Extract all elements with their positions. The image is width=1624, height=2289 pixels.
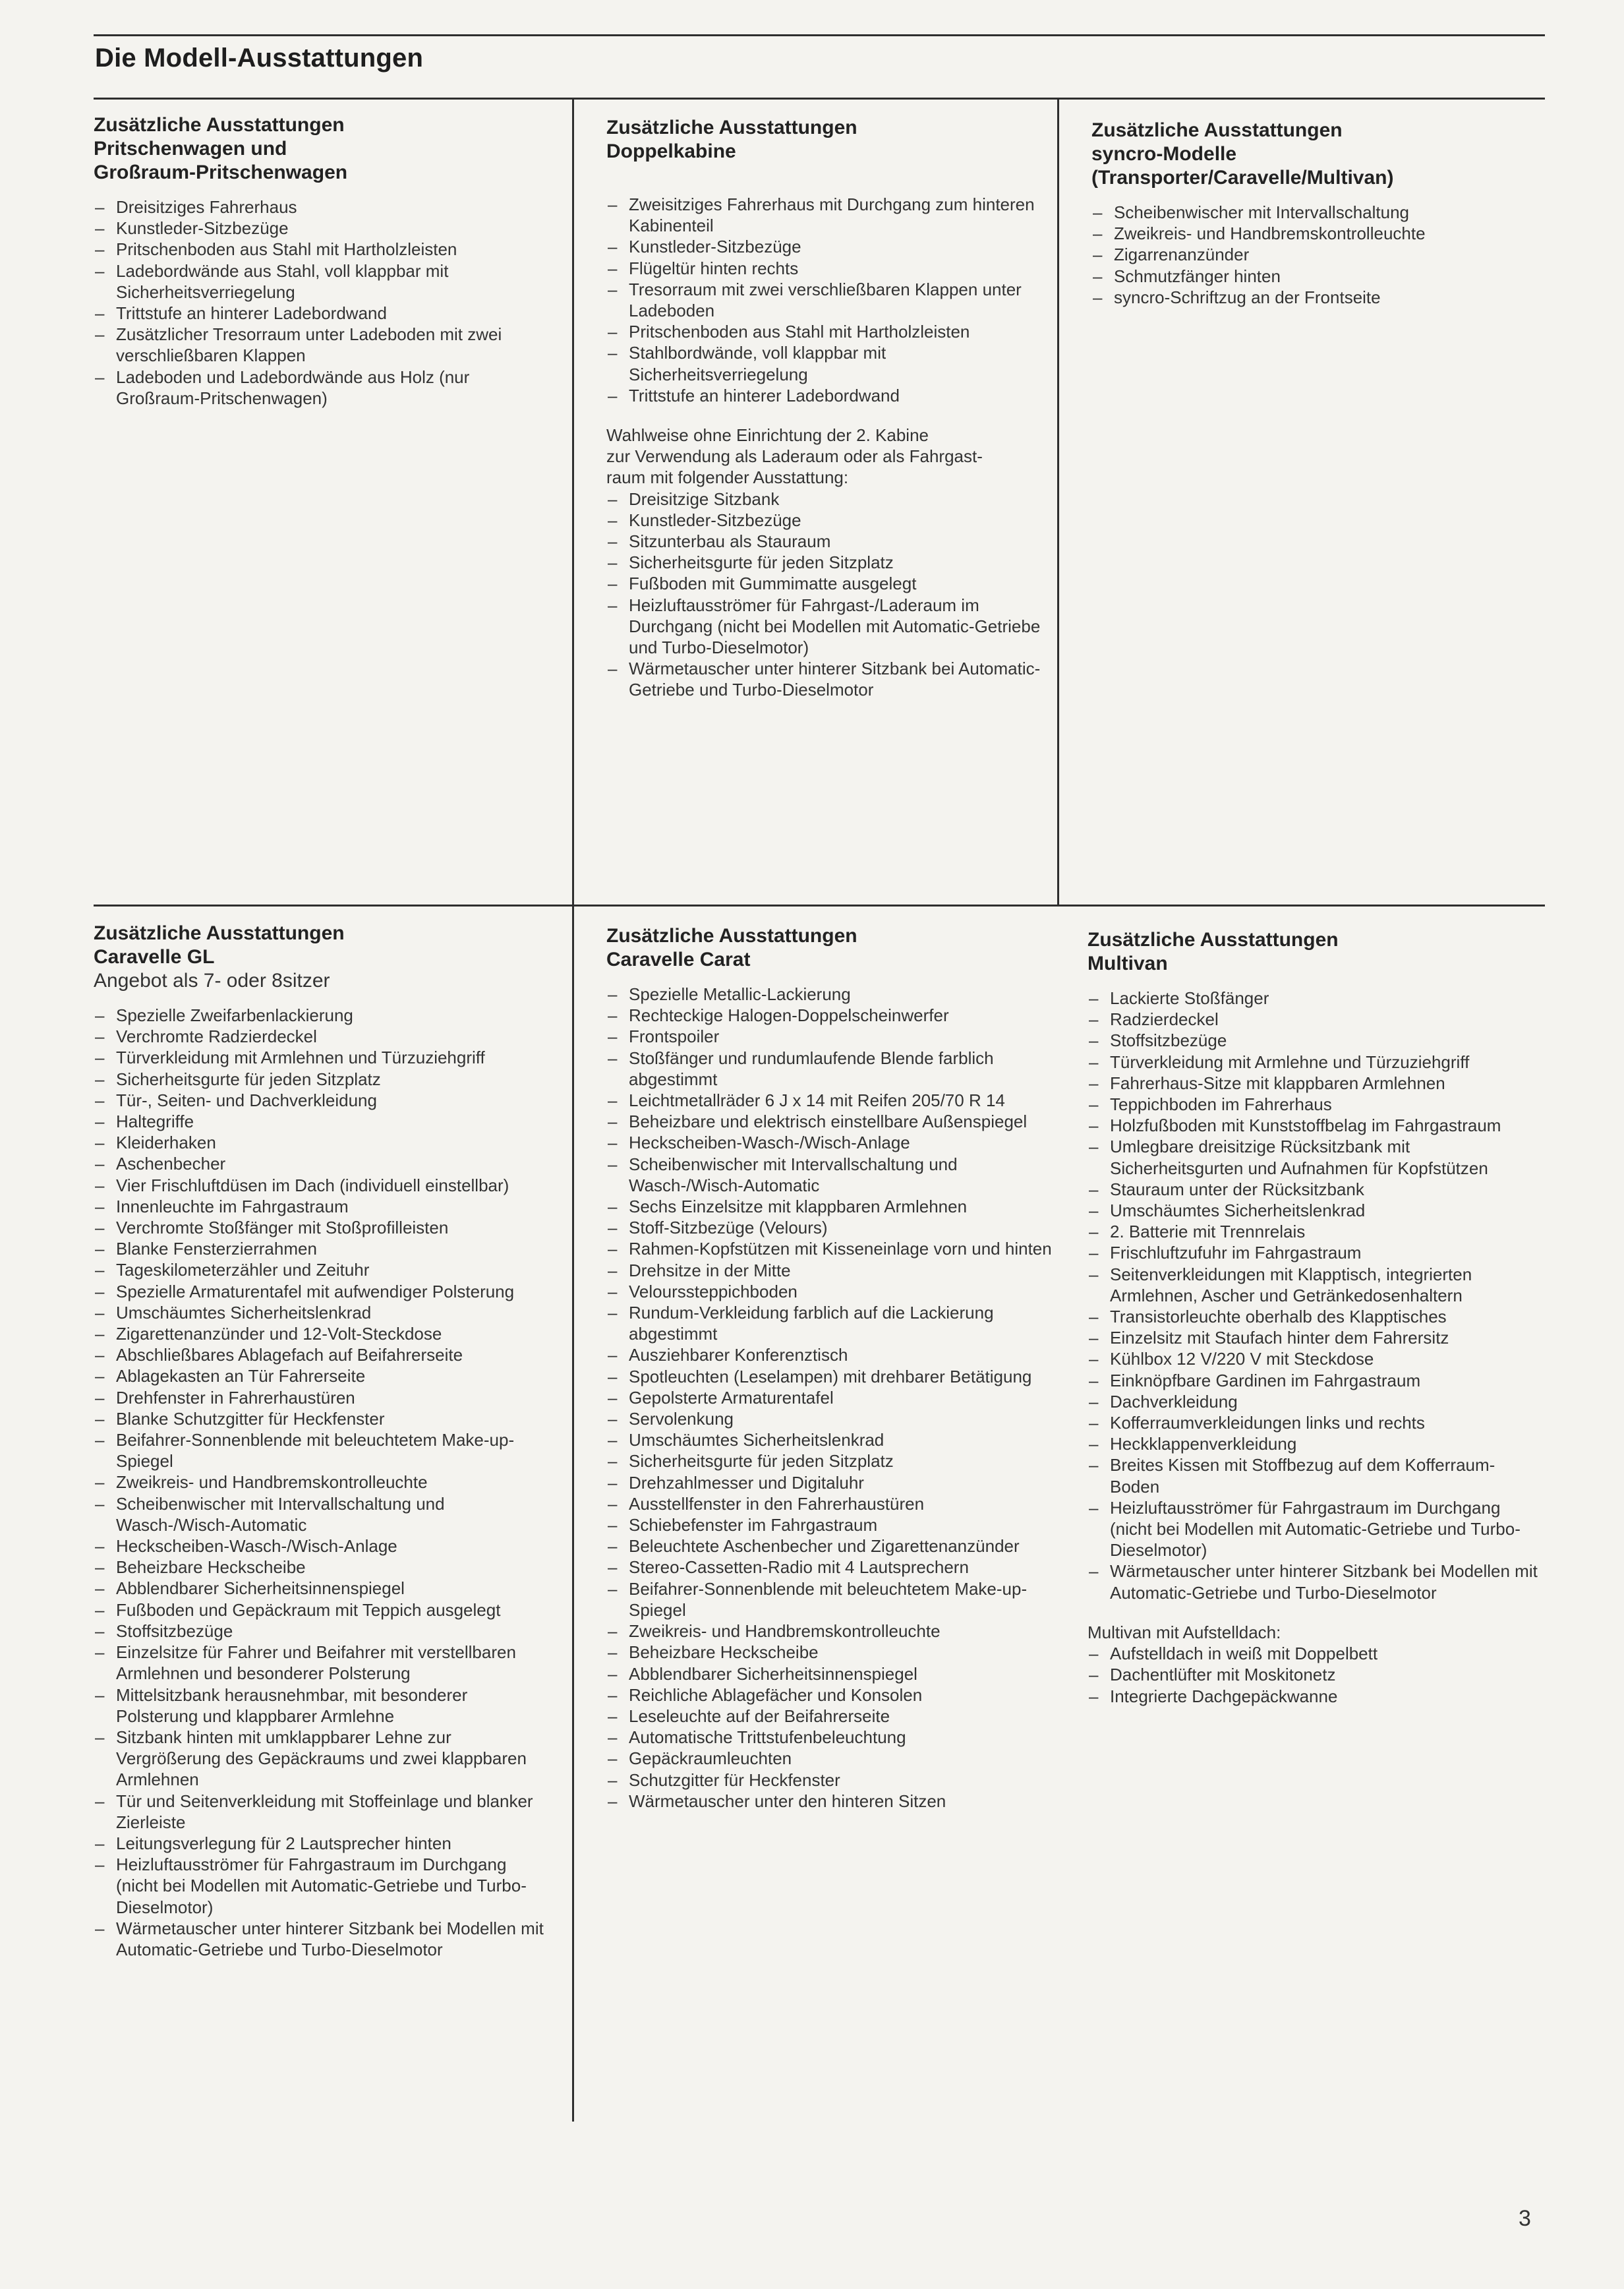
list-item: – Beheizbare Heckscheibe: [94, 1557, 548, 1578]
list-item: – Stahlbordwände, voll klappbar mit Sicherheitsverriegelung: [606, 342, 1061, 384]
list-item: – Holzfußboden mit Kunststoffbelag im Fahrgastraum: [1088, 1115, 1542, 1136]
list-item: – Einzelsitz mit Staufach hinter dem Fahrersitz: [1088, 1327, 1542, 1348]
list-item: – Stoffsitzbezüge: [94, 1620, 548, 1642]
list-item: – Zweisitziges Fahrerhaus mit Durchgang zum hinteren Kabinenteil: [606, 194, 1061, 236]
list-item: – Pritschenboden aus Stahl mit Hartholzleisten: [94, 239, 548, 260]
list-item: – Sitzunterbau als Stauraum: [606, 531, 1061, 552]
list-item: – Einzelsitze für Fahrer und Beifahrer mit verstellbaren Armlehnen und besonderer Polsterung: [94, 1642, 548, 1684]
list-item: – Velourssteppichboden: [606, 1281, 1061, 1302]
list-item: – Heizluftausströmer für Fahrgast-/Laderaum im Durchgang (nicht bei Modellen mit Automatic-Getriebe und Turbo-Dieselmotor): [606, 595, 1061, 659]
list-item: – Frontspoiler: [606, 1026, 1061, 1047]
feature-list: [94, 1005, 548, 1960]
list-item: – Spezielle Metallic-Lackierung: [606, 984, 1061, 1005]
feature-list: [94, 196, 548, 409]
list-item: – Reichliche Ablagefächer und Konsolen: [606, 1684, 1061, 1706]
list-item: – Scheibenwischer mit Intervallschaltung und Wasch-/Wisch-Automatic: [606, 1154, 1061, 1196]
list-item: – Blanke Fensterzierrahmen: [94, 1238, 548, 1259]
list-item: – Pritschenboden aus Stahl mit Hartholzleisten: [606, 321, 1061, 342]
list-item: – Stoff-Sitzbezüge (Velours): [606, 1217, 1061, 1238]
list-item: – Tür-, Seiten- und Dachverkleidung: [94, 1090, 548, 1111]
section-title: [1091, 119, 1546, 190]
list-item: – Wärmetauscher unter hinterer Sitzbank bei Modellen mit Automatic-Getriebe und Turbo-Dieselmotor: [94, 1918, 548, 1960]
list-item: – Zigarrenanzünder: [1091, 244, 1546, 265]
list-item: – Kunstleder-Sitzbezüge: [94, 218, 548, 239]
column-divider-left: [572, 98, 574, 2122]
list-item: – Einknöpfbare Gardinen im Fahrgastraum: [1088, 1370, 1542, 1391]
section-title: [94, 922, 548, 969]
list-item: – Heizluftausströmer für Fahrgastraum im Durchgang (nicht bei Modellen mit Automatic-Getriebe und Turbo-Dieselmotor): [1088, 1497, 1542, 1561]
section-title: [94, 113, 548, 185]
page-title: Die Modell-Ausstattungen: [95, 44, 424, 73]
option-feature-list: [606, 489, 1061, 701]
list-item: – Zigarettenanzünder und 12-Volt-Steckdose: [94, 1323, 548, 1344]
section-title-line: Zusätzliche Ausstattungen: [94, 922, 345, 944]
list-item: – 2. Batterie mit Trennrelais: [1088, 1221, 1542, 1242]
list-item: – Umschäumtes Sicherheitslenkrad: [606, 1429, 1061, 1450]
feature-list: [1091, 202, 1546, 308]
list-item: – Seitenverkleidungen mit Klapptisch, integrierten Armlehnen, Ascher und Getränkedosenhaltern: [1088, 1264, 1542, 1306]
section-caravelle-gl: [94, 922, 548, 1960]
list-item: – Sitzbank hinten mit umklappbarer Lehne zur Vergrößerung des Gepäckraums und zwei klappbaren Armlehnen: [94, 1727, 548, 1791]
section-title-line: Multivan: [1088, 953, 1168, 974]
section-caravelle-carat: [606, 924, 1061, 1812]
list-item: – Abblendbarer Sicherheitsinnenspiegel: [606, 1663, 1061, 1684]
section-subtitle: Angebot als 7- oder 8sitzer: [94, 970, 330, 992]
list-item: – Trittstufe an hinterer Ladebordwand: [94, 303, 548, 324]
list-item: – Transistorleuchte oberhalb des Klapptisches: [1088, 1306, 1542, 1327]
list-item: – Heckscheiben-Wasch-/Wisch-Anlage: [606, 1132, 1061, 1153]
list-item: – Zweikreis- und Handbremskontrolleuchte: [606, 1620, 1061, 1642]
list-item: – Stauraum unter der Rücksitzbank: [1088, 1179, 1542, 1200]
list-item: – Umschäumtes Sicherheitslenkrad: [1088, 1200, 1542, 1221]
list-item: – Aufstelldach in weiß mit Doppelbett: [1088, 1643, 1542, 1664]
list-item: – Ladeboden und Ladebordwände aus Holz (nur Großraum-Pritschenwagen): [94, 367, 548, 409]
option-intro: Wahlweise ohne Einrichtung der 2. Kabine zur Verwendung als Laderaum oder als Fahrgast- raum mit folgender Ausstattung:: [606, 425, 983, 488]
list-item: – Ausstellfenster in den Fahrerhaustüren: [606, 1493, 1061, 1514]
list-item: – Kunstleder-Sitzbezüge: [606, 236, 1061, 257]
list-item: – Rechteckige Halogen-Doppelscheinwerfer: [606, 1005, 1061, 1026]
top-rule: [94, 34, 1545, 36]
list-item: – Automatische Trittstufenbeleuchtung: [606, 1727, 1061, 1748]
list-item: – Schmutzfänger hinten: [1091, 266, 1546, 287]
list-item: – Heizluftausströmer für Fahrgastraum im Durchgang (nicht bei Modellen mit Automatic-Getriebe und Turbo-Dieselmotor): [94, 1854, 548, 1918]
list-item: – Dreisitzige Sitzbank: [606, 489, 1061, 510]
section-title-line: Zusätzliche Ausstattungen: [606, 117, 857, 138]
section-title-line: Zusätzliche Ausstattungen: [1088, 929, 1339, 951]
list-item: – Schiebefenster im Fahrgastraum: [606, 1514, 1061, 1535]
list-item: – Gepäckraumleuchten: [606, 1748, 1061, 1769]
list-item: – Leichtmetallräder 6 J x 14 mit Reifen 205/70 R 14: [606, 1090, 1061, 1111]
list-item: – Beheizbare Heckscheibe: [606, 1642, 1061, 1663]
list-item: – Verchromte Stoßfänger mit Stoßprofilleisten: [94, 1217, 548, 1238]
list-item: – Zweikreis- und Handbremskontrolleuchte: [1091, 223, 1546, 244]
list-item: – Umlegbare dreisitzige Rücksitzbank mit Sicherheitsgurten und Aufnahmen für Kopfstützen: [1088, 1136, 1542, 1178]
list-item: – Türverkleidung mit Armlehnen und Türzuziehgriff: [94, 1047, 548, 1068]
list-item: – Leitungsverlegung für 2 Lautsprecher hinten: [94, 1833, 548, 1854]
list-item: – Kofferraumverkleidungen links und rechts: [1088, 1412, 1542, 1433]
list-item: – Mittelsitzbank herausnehmbar, mit besonderer Polsterung und klappbarer Armlehne: [94, 1684, 548, 1727]
list-item: – Wärmetauscher unter hinterer Sitzbank bei Automatic-Getriebe und Turbo-Dieselmotor: [606, 658, 1061, 700]
list-item: – Beleuchtete Aschenbecher und Zigarettenanzünder: [606, 1535, 1061, 1557]
section-title-line: Zusätzliche Ausstattungen: [94, 114, 345, 136]
section-pritschenwagen: [94, 113, 548, 409]
list-item: – Spezielle Armaturentafel mit aufwendiger Polsterung: [94, 1281, 548, 1302]
list-item: – Tür und Seitenverkleidung mit Stoffeinlage und blanker Zierleiste: [94, 1791, 548, 1833]
list-item: – Schutzgitter für Heckfenster: [606, 1769, 1061, 1791]
list-item: – Integrierte Dachgepäckwanne: [1088, 1686, 1542, 1707]
list-item: – Beifahrer-Sonnenblende mit beleuchtetem Make-up-Spiegel: [94, 1429, 548, 1472]
list-item: – Gepolsterte Armaturentafel: [606, 1387, 1061, 1408]
list-item: – Abschließbares Ablagefach auf Beifahrerseite: [94, 1344, 548, 1365]
list-item: – Beifahrer-Sonnenblende mit beleuchtetem Make-up-Spiegel: [606, 1578, 1061, 1620]
list-item: – Spotleuchten (Leselampen) mit drehbarer Betätigung: [606, 1366, 1061, 1387]
list-item: – Servolenkung: [606, 1408, 1061, 1429]
page-number: 3: [1519, 2206, 1531, 2231]
list-item: – Flügeltür hinten rechts: [606, 258, 1061, 279]
list-item: – Radzierdeckel: [1088, 1009, 1542, 1030]
list-item: – Breites Kissen mit Stoffbezug auf dem Kofferraum-Boden: [1088, 1454, 1542, 1497]
list-item: – Haltegriffe: [94, 1111, 548, 1132]
list-item: – Scheibenwischer mit Intervallschaltung und Wasch-/Wisch-Automatic: [94, 1493, 548, 1535]
list-item: – Trittstufe an hinterer Ladebordwand: [606, 385, 1061, 406]
section-title-line: (Transporter/Caravelle/Multivan): [1091, 167, 1394, 189]
option-feature-list: [1088, 1643, 1542, 1707]
list-item: – Verchromte Radzierdeckel: [94, 1026, 548, 1047]
list-item: – Heckklappenverkleidung: [1088, 1433, 1542, 1454]
list-item: – Wärmetauscher unter den hinteren Sitzen: [606, 1791, 1061, 1812]
section-title: [606, 116, 1061, 164]
list-item: – Teppichboden im Fahrerhaus: [1088, 1094, 1542, 1115]
list-item: – Beheizbare und elektrisch einstellbare Außenspiegel: [606, 1111, 1061, 1132]
list-item: – Leseleuchte auf der Beifahrerseite: [606, 1706, 1061, 1727]
list-item: – Scheibenwischer mit Intervallschaltung: [1091, 202, 1546, 223]
section-title-line: Caravelle GL: [94, 946, 215, 968]
list-item: – Fußboden und Gepäckraum mit Teppich ausgelegt: [94, 1599, 548, 1620]
section-title-line: Zusätzliche Ausstattungen: [1091, 119, 1343, 141]
header-rule: [94, 98, 1545, 100]
list-item: – Lackierte Stoßfänger: [1088, 988, 1542, 1009]
list-item: – syncro-Schriftzug an der Frontseite: [1091, 287, 1546, 308]
list-item: – Dreisitziges Fahrerhaus: [94, 196, 548, 218]
list-item: – Zusätzlicher Tresorraum unter Ladeboden mit zwei verschließbaren Klappen: [94, 324, 548, 366]
list-item: – Aschenbecher: [94, 1153, 548, 1174]
section-title-line: Caravelle Carat: [606, 949, 751, 970]
section-title-line: syncro-Modelle: [1091, 143, 1237, 165]
list-item: – Dachentlüfter mit Moskitonetz: [1088, 1664, 1542, 1685]
list-item: – Drehzahlmesser und Digitaluhr: [606, 1472, 1061, 1493]
feature-list: [606, 984, 1061, 1812]
list-item: – Sicherheitsgurte für jeden Sitzplatz: [94, 1069, 548, 1090]
section-title: [1088, 928, 1542, 976]
section-doppelkabine: [606, 116, 1061, 701]
list-item: – Fußboden mit Gummimatte ausgelegt: [606, 573, 1061, 594]
list-item: – Umschäumtes Sicherheitslenkrad: [94, 1302, 548, 1323]
section-multivan: [1088, 928, 1542, 1707]
list-item: – Zweikreis- und Handbremskontrolleuchte: [94, 1472, 548, 1493]
list-item: – Sicherheitsgurte für jeden Sitzplatz: [606, 1450, 1061, 1472]
list-item: – Ablagekasten an Tür Fahrerseite: [94, 1365, 548, 1386]
list-item: – Ladebordwände aus Stahl, voll klappbar mit Sicherheitsverriegelung: [94, 260, 548, 303]
list-item: – Heckscheiben-Wasch-/Wisch-Anlage: [94, 1535, 548, 1557]
list-item: – Stoßfänger und rundumlaufende Blende farblich abgestimmt: [606, 1048, 1061, 1090]
list-item: – Sechs Einzelsitze mit klappbaren Armlehnen: [606, 1196, 1061, 1217]
section-title-line: Zusätzliche Ausstattungen: [606, 925, 857, 947]
list-item: – Tageskilometerzähler und Zeituhr: [94, 1259, 548, 1280]
middle-rule: [94, 905, 1545, 907]
list-item: – Kleiderhaken: [94, 1132, 548, 1153]
list-item: – Rahmen-Kopfstützen mit Kisseneinlage vorn und hinten: [606, 1238, 1061, 1259]
list-item: – Kunstleder-Sitzbezüge: [606, 510, 1061, 531]
list-item: – Dachverkleidung: [1088, 1391, 1542, 1412]
section-title-line: Pritschenwagen und: [94, 138, 287, 160]
list-item: – Fahrerhaus-Sitze mit klappbaren Armlehnen: [1088, 1073, 1542, 1094]
list-item: – Türverkleidung mit Armlehne und Türzuziehgriff: [1088, 1052, 1542, 1073]
list-item: – Abblendbarer Sicherheitsinnenspiegel: [94, 1578, 548, 1599]
list-item: – Wärmetauscher unter hinterer Sitzbank bei Modellen mit Automatic-Getriebe und Turbo-Dieselmotor: [1088, 1561, 1542, 1603]
list-item: – Stoffsitzbezüge: [1088, 1030, 1542, 1051]
section-title-line: Großraum-Pritschenwagen: [94, 162, 348, 183]
feature-list: [606, 194, 1061, 406]
list-item: – Spezielle Zweifarbenlackierung: [94, 1005, 548, 1026]
list-item: – Frischluftzufuhr im Fahrgastraum: [1088, 1242, 1542, 1263]
list-item: – Ausziehbarer Konferenztisch: [606, 1344, 1061, 1365]
list-item: – Drehsitze in der Mitte: [606, 1260, 1061, 1281]
list-item: – Blanke Schutzgitter für Heckfenster: [94, 1408, 548, 1429]
list-item: – Stereo-Cassetten-Radio mit 4 Lautsprechern: [606, 1557, 1061, 1578]
option-intro: Multivan mit Aufstelldach:: [1088, 1622, 1281, 1642]
list-item: – Kühlbox 12 V/220 V mit Steckdose: [1088, 1348, 1542, 1369]
list-item: – Tresorraum mit zwei verschließbaren Klappen unter Ladeboden: [606, 279, 1061, 321]
feature-list: [1088, 988, 1542, 1603]
list-item: – Drehfenster in Fahrerhaustüren: [94, 1387, 548, 1408]
list-item: – Vier Frischluftdüsen im Dach (individuell einstellbar): [94, 1175, 548, 1196]
section-title: [606, 924, 1061, 972]
section-syncro: [1091, 119, 1546, 308]
list-item: – Innenleuchte im Fahrgastraum: [94, 1196, 548, 1217]
list-item: – Rundum-Verkleidung farblich auf die Lackierung abgestimmt: [606, 1302, 1061, 1344]
section-title-line: Doppelkabine: [606, 140, 736, 162]
list-item: – Sicherheitsgurte für jeden Sitzplatz: [606, 552, 1061, 573]
